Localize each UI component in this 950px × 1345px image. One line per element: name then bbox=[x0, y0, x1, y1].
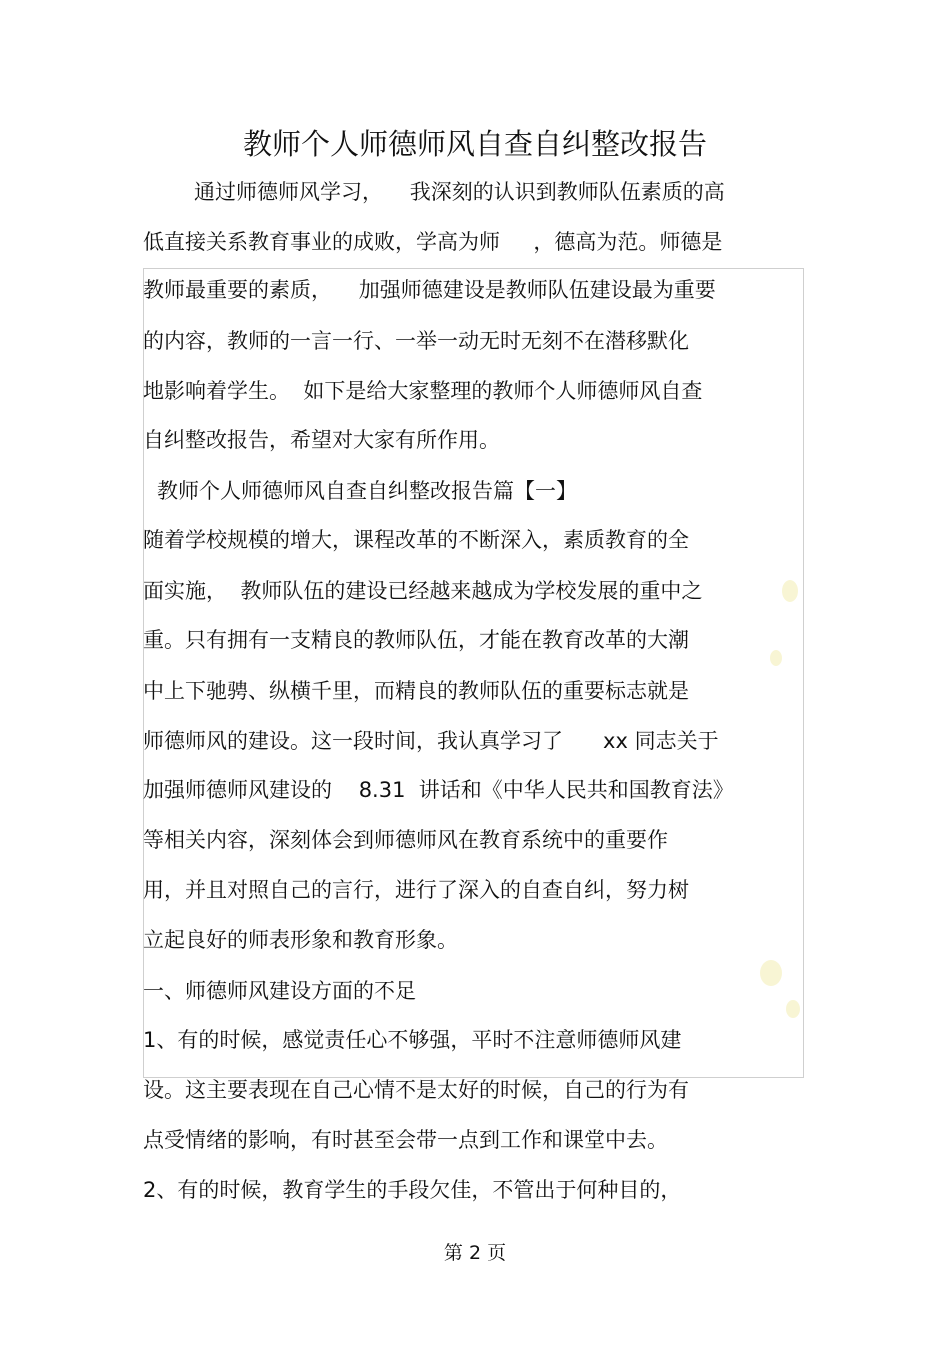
background-speck bbox=[760, 960, 782, 986]
paragraph-line: 2、有的时候，教育学生的手段欠佳，不管出于何种目的， bbox=[143, 1178, 682, 1202]
page-number: 第 2 页 bbox=[443, 1242, 507, 1264]
paragraph-line: 点受情绪的影响，有时甚至会带一点到工作和课堂中去。 bbox=[143, 1128, 668, 1152]
paragraph-line: 师德师风的建设。这一段时间，我认真学习了 xx 同志关于 bbox=[143, 729, 719, 753]
background-speck bbox=[782, 580, 798, 602]
paragraph-line: 加强师德师风建设的 8.31 讲话和《中华人民共和国教育法》 bbox=[143, 778, 734, 802]
paragraph-line: 随着学校规模的增大，课程改革的不断深入，素质教育的全 bbox=[143, 528, 689, 552]
paragraph-line: 的内容，教师的一言一行、一举一动无时无刻不在潜移默化 bbox=[143, 329, 689, 353]
paragraph-line: 中上下驰骋、纵横千里，而精良的教师队伍的重要标志就是 bbox=[143, 679, 689, 703]
paragraph-line: 1、有的时候，感觉责任心不够强，平时不注意师德师风建 bbox=[143, 1028, 682, 1052]
paragraph-line: 地影响着学生。 如下是给大家整理的教师个人师德师风自查 bbox=[143, 379, 703, 403]
paragraph-line: 自纠整改报告，希望对大家有所作用。 bbox=[143, 428, 500, 452]
background-speck bbox=[770, 650, 782, 666]
paragraph-line: 重。只有拥有一支精良的教师队伍，才能在教育改革的大潮 bbox=[143, 628, 689, 652]
paragraph-line: 面实施， 教师队伍的建设已经越来越成为学校发展的重中之 bbox=[143, 579, 703, 603]
document-title: 教师个人师德师风自查自纠整改报告 bbox=[242, 127, 707, 161]
paragraph-line: 立起良好的师表形象和教育形象。 bbox=[143, 928, 458, 952]
paragraph-line: 设。这主要表现在自己心情不是太好的时候，自己的行为有 bbox=[143, 1078, 689, 1102]
paragraph-line: 通过师德师风学习， 我深刻的认识到教师队伍素质的高 bbox=[194, 180, 725, 204]
paragraph-line: 低直接关系教育事业的成败，学高为师 ，德高为范。师德是 bbox=[143, 230, 723, 254]
background-speck bbox=[786, 1000, 800, 1018]
section-heading: 教师个人师德师风自查自纠整改报告篇【一】 bbox=[157, 479, 577, 503]
paragraph-line: 用，并且对照自己的言行，进行了深入的自查自纠，努力树 bbox=[143, 878, 689, 902]
paragraph-line: 教师最重要的素质， 加强师德建设是教师队伍建设最为重要 bbox=[143, 278, 716, 302]
paragraph-line: 等相关内容，深刻体会到师德师风在教育系统中的重要作 bbox=[143, 828, 668, 852]
section-heading: 一、师德师风建设方面的不足 bbox=[143, 979, 416, 1003]
